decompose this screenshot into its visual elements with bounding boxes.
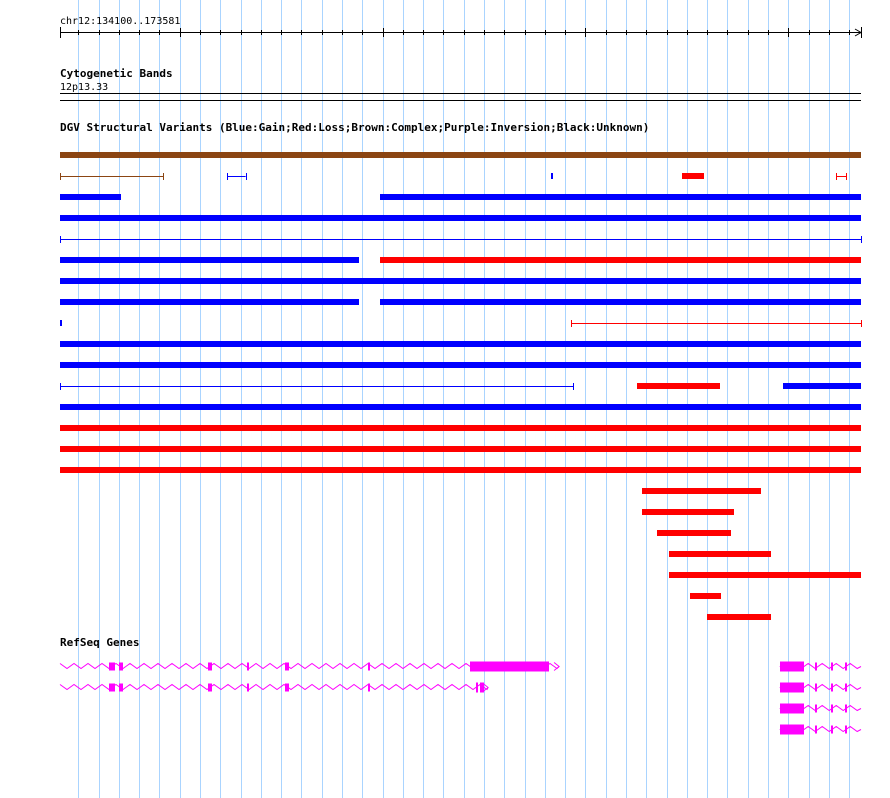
gene-exon	[831, 726, 833, 734]
variant-bar	[60, 320, 62, 326]
gene-exon	[119, 663, 123, 671]
gene-exon	[780, 704, 804, 714]
variant-bar	[642, 509, 734, 515]
variant-bar	[60, 152, 861, 158]
gene-exon	[285, 663, 289, 671]
variant-bar	[682, 173, 704, 179]
variant-bar	[380, 257, 861, 263]
gene-exon	[780, 662, 804, 672]
region-label: chr12:134100..173581	[60, 16, 181, 27]
gene-exon	[845, 705, 847, 713]
variant-bar	[60, 215, 861, 221]
variant-bar	[657, 530, 731, 536]
variant-bar	[60, 425, 861, 431]
gene-exon	[815, 705, 817, 713]
variant-bar	[707, 614, 771, 620]
gene-exon	[845, 663, 847, 671]
variant-bar	[380, 194, 861, 200]
grid-lines	[79, 0, 850, 798]
gene-exon	[368, 663, 370, 671]
dgv-track-title: DGV Structural Variants (Blue:Gain;Red:Loss;Brown:Complex;Purple:Inversion;Black:Unknown)	[60, 121, 650, 134]
variant-bar	[60, 446, 861, 452]
gene-exon	[368, 684, 370, 692]
gene-exon	[815, 726, 817, 734]
gene-exon	[831, 705, 833, 713]
gene-exon	[109, 663, 115, 671]
variant-bar	[60, 362, 861, 368]
variant-bar	[637, 383, 720, 389]
gene-exon	[831, 684, 833, 692]
gene-exon	[119, 684, 123, 692]
variant-bar	[690, 593, 721, 599]
variant-bar	[60, 404, 861, 410]
gene-exon	[247, 663, 249, 671]
gene-exon	[470, 662, 549, 672]
gene-exon	[247, 684, 249, 692]
variant-bar	[783, 383, 861, 389]
variant-bar	[551, 173, 553, 179]
gene-exon	[815, 684, 817, 692]
gene-exon	[780, 683, 804, 693]
gene-exon	[109, 684, 115, 692]
variant-bar	[60, 299, 359, 305]
variant-bar	[380, 299, 861, 305]
refseq-track-title: RefSeq Genes	[60, 636, 140, 649]
variant-bar	[642, 488, 761, 494]
variant-bar	[60, 467, 861, 473]
gene-exon	[208, 663, 212, 671]
variant-bar	[60, 194, 121, 200]
gene-exon	[208, 684, 212, 692]
variant-bar	[669, 572, 861, 578]
gene-exon	[285, 684, 289, 692]
gene-exon	[780, 725, 804, 735]
cytoband-label: 12p13.33	[60, 82, 109, 93]
variant-bar	[669, 551, 771, 557]
gene-exon	[831, 663, 833, 671]
variant-bar	[60, 278, 861, 284]
variant-bar	[60, 257, 359, 263]
variant-bar	[60, 341, 861, 347]
gene-exon	[845, 684, 847, 692]
cytoband-track-title: Cytogenetic Bands	[60, 67, 173, 80]
gene-exon	[845, 726, 847, 734]
gene-exon	[476, 683, 478, 693]
gene-exon	[815, 663, 817, 671]
